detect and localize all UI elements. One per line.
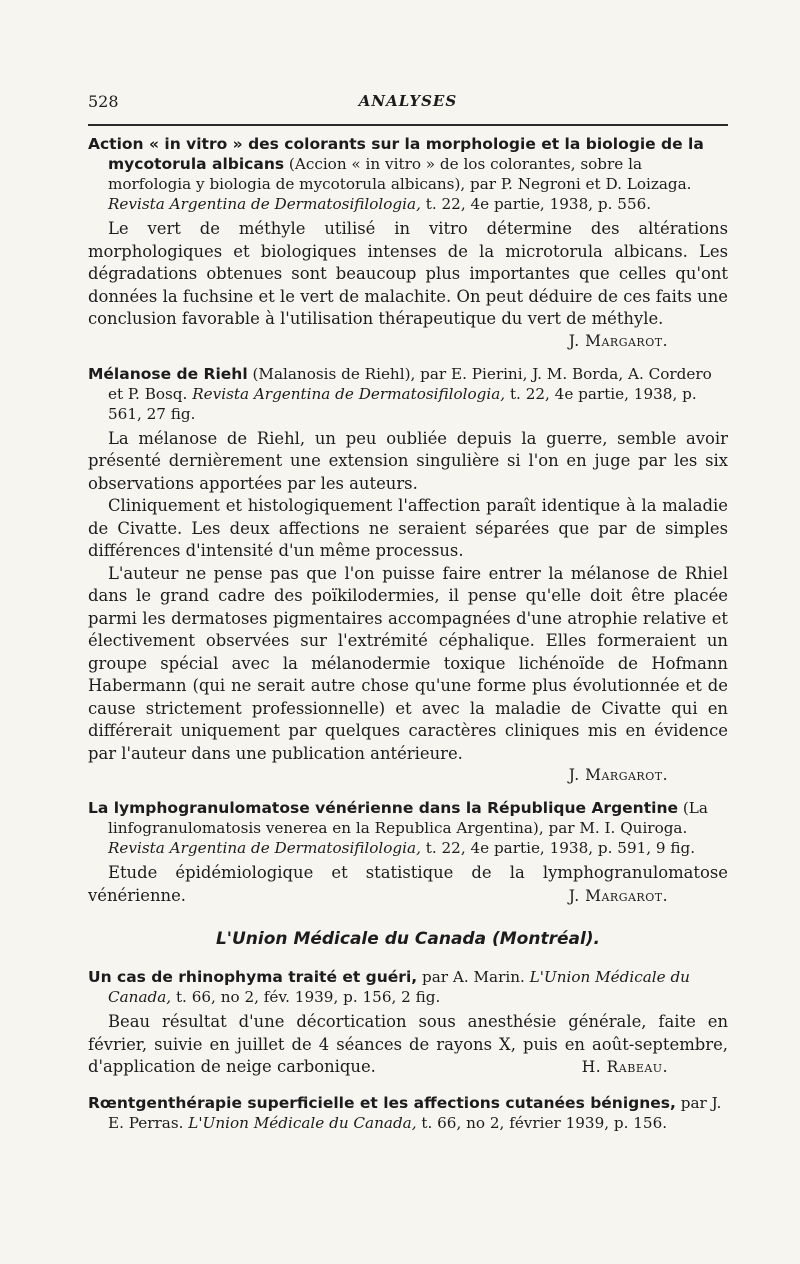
signature: J. Margarot. [568,886,668,905]
abstract-citation: (La linfogranulomatosis venerea en la Republica Argentina), par M. I. Quiroga. [108,799,708,837]
journal-name: Revista Argentina de Dermatosifilologia, [192,384,506,403]
page-header [88,92,728,114]
abstract-title: Un cas de rhinophyma traité et guéri, [88,968,418,986]
abstract-heading [88,798,728,858]
page-number: 528 [88,92,119,111]
journal-reference: t. 66, no 2, février 1939, p. 156. [421,1113,668,1132]
abstract-citation: par A. Marin. [421,968,525,986]
abstract-citation: par J. E. Perras. [108,1093,722,1132]
paragraph: Beau résultat d'une décortication sous anesthésie générale, faite en février, suivie en juillet de 4 séances de rayons X, puis en août-septembre, d'application de neige carbonique. H. Rabeau. [88,1011,728,1079]
journal-reference: t. 66, no 2, fév. 1939, p. 156, 2 fig. [175,988,441,1006]
abstract-heading [88,967,728,1007]
running-title: ANALYSES [358,92,458,110]
journal-reference: t. 22, 4e partie, 1938, p. 556. [425,195,652,213]
journal-reference: t. 22, 4e partie, 1938, p. 561, 27 fig. [108,384,697,423]
abstract-title: Action « in vitro » des colorants sur la morphologie et la biologie de la mycotorula albicans [88,135,704,173]
signature: H. Rabeau. [581,1058,668,1076]
abstract-entry [88,798,728,907]
signature: J. Margarot. [568,766,668,784]
abstract-title: Rœntgenthérapie superficielle et les affections cutanées bénignes, [88,1093,676,1112]
abstract-title: Mélanose de Riehl [88,364,248,383]
abstract-body [88,218,728,331]
journal-name: Revista Argentina de Dermatosifilologia, [108,195,421,213]
abstract-entry [88,967,728,1079]
abstract-heading [88,364,728,424]
journal-name: L'Union Médicale du Canada, [108,968,690,1006]
abstract-entry [88,134,728,350]
paragraph: Le vert de méthyle utilisé in vitro détermine des altérations morphologiques et biologiques intenses de la microtorula albicans. Les dégradations obtenues sont beaucoup plus importantes que celles qu'ont données la fuchsine et le vert de malachite. On peut déduire de ces faits une conclusion favorable à l'utilisation thérapeutique du vert de méthyle. [88,219,728,328]
abstract-entry [88,364,728,785]
paragraph: La mélanose de Riehl, un peu oubliée depuis la guerre, semble avoir présenté dernièrement une extension singulière si l'on en juge par les six observations apportées par les auteurs. [88,428,728,493]
paragraph: Cliniquement et histologiquement l'affection paraît identique à la maladie de Civatte. Les deux affections ne seraient séparées que par de simples différences d'intensité d'un même processus. [88,496,728,560]
abstract-entry [88,1093,728,1133]
signature: J. Margarot. [568,331,668,350]
abstract-title: La lymphogranulomatose vénérienne dans la République Argentine [88,799,678,817]
section-heading: L'Union Médicale du Canada (Montréal). [215,929,601,949]
abstract-body [88,1011,728,1079]
abstract-citation: (Accion « in vitro » de los colorantes, sobre la morfologia y biologia de mycotorula albicans), par P. Negroni et D. Loizaga. [108,155,692,193]
abstract-heading [88,134,728,214]
paragraph: Etude épidémiologique et statistique de la lymphogranulomatose vénérienne. J. Margarot. [88,862,728,907]
header-rule [88,124,728,126]
journal-name: Revista Argentina de Dermatosifilologia, [108,839,421,857]
journal-name: L'Union Médicale du Canada, [188,1113,417,1132]
paragraph: L'auteur ne pense pas que l'on puisse faire entrer la mélanose de Rhiel dans le grand cadre des poïkilodermies, il pense qu'elle doit être placée parmi les dermatoses pigmentaires accompagnées d'une atrophie relative et électivement observées sur l'extrémité céphalique. Elles formeraient un groupe spécial avec la mélanodermie toxique lichénoïde de Hofmann Habermann (qui ne serait autre chose qu'une forme plus évolutionnée et de cause strictement professionnelle) et avec la maladie de Civatte qui en différerait uniquement par quelques caractères cliniques mis en évidence par l'auteur dans une publication antérieure. [88,563,728,763]
abstract-citation: (Malanosis de Riehl), par E. Pierini, J. M. Borda, A. Cordero et P. Bosq. [108,364,712,403]
abstract-body [88,862,728,907]
article-content [88,134,728,1147]
journal-reference: t. 22, 4e partie, 1938, p. 591, 9 fig. [425,839,696,857]
abstract-heading [88,1093,728,1133]
abstract-body [88,428,728,766]
